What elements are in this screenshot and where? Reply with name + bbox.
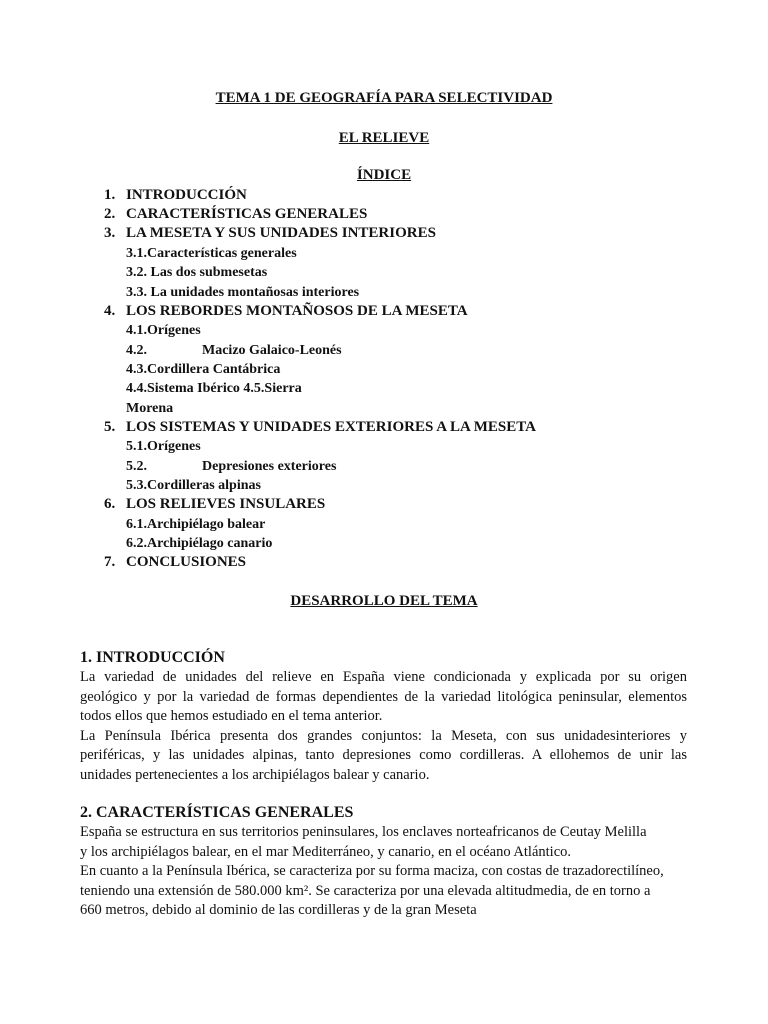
introduction-paragraph [80, 668, 687, 785]
section-heading-general: 2. CARACTERÍSTICAS GENERALES [80, 804, 354, 821]
toc-subitem-5-2 [126, 457, 336, 476]
document-title: TEMA 1 DE GEOGRAFÍA PARA SELECTIVIDAD [215, 90, 553, 106]
toc-item-1 [104, 186, 247, 205]
text-line: periféricas, y las unidades alpinas, tanto depresiones como cordilleras. A ellohemos de unir las [80, 747, 687, 763]
index-title: ÍNDICE [356, 167, 412, 183]
toc-number: 4. [104, 303, 116, 319]
toc-sub-number: 5.2. [126, 459, 147, 474]
toc-subitem-5-1: 5.1.Orígenes [126, 439, 201, 454]
text-line: geológico y por la variedad de formas dependientes de la variedad litológica peninsular, elementos [80, 688, 687, 705]
development-title: DESARROLLO DEL TEMA [290, 593, 478, 609]
toc-item-6 [104, 495, 325, 514]
toc-item-4 [104, 302, 468, 321]
toc-number: 5. [104, 419, 116, 435]
general-paragraph [80, 823, 687, 921]
toc-label: LOS RELIEVES INSULARES [126, 496, 326, 512]
toc-sub-label: Depresiones exteriores [202, 459, 337, 474]
toc-subitem-4-2 [126, 341, 342, 360]
toc-number: 6. [104, 496, 116, 512]
toc-sub-number: 4.2. [126, 343, 147, 358]
toc-label: CONCLUSIONES [126, 554, 247, 570]
toc-item-7 [104, 553, 246, 572]
text-line: todos ellos que hemos estudiado en el tema anterior. [80, 708, 383, 724]
text-line: y los archipiélagos balear, en el mar Mediterráneo, y canario, en el océano Atlántico. [80, 843, 572, 860]
toc-item-5 [104, 418, 536, 437]
toc-label: LA MESETA Y SUS UNIDADES INTERIORES [126, 225, 436, 241]
toc-subitem-6-1: 6.1.Archipiélago balear [126, 517, 266, 532]
toc-label: LOS SISTEMAS Y UNIDADES EXTERIORES A LA MESETA [126, 419, 536, 435]
text-line: La Península Ibérica presenta dos grandes conjuntos: la Meseta, con sus unidadesinteriores y [80, 727, 687, 744]
toc-sub-label: Macizo Galaico-Leonés [202, 343, 342, 358]
text-line: teniendo una extensión de 580.000 km². Se caracteriza por una elevada altitudmedia, de en torno a [80, 882, 651, 899]
text-line: unidades pertenecientes a los archipiélagos balear y canario. [80, 766, 430, 783]
toc-subitem-6-2: 6.2.Archipiélago canario [126, 536, 273, 551]
subject-title: EL RELIEVE [338, 130, 430, 146]
toc-subitem-5-3: 5.3.Cordilleras alpinas [126, 478, 261, 493]
toc-label: CARACTERÍSTICAS GENERALES [126, 206, 368, 222]
text-line: La variedad de unidades del relieve en España viene condicionada y explicada por su origen [80, 669, 687, 685]
text-line: España se estructura en sus territorios peninsulares, los enclaves norteafricanos de Ceutay Melilla [80, 824, 647, 840]
toc-label: INTRODUCCIÓN [126, 187, 247, 203]
toc-subitem-3-3: 3.3. La unidades montañosas interiores [126, 285, 360, 300]
toc-subitem-4-5-wrap: Morena [126, 401, 174, 416]
toc-subitem-4-1: 4.1.Orígenes [126, 323, 201, 338]
toc-label: LOS REBORDES MONTAÑOSOS DE LA MESETA [126, 303, 468, 319]
toc-subitem-3-1: 3.1.Características generales [126, 246, 297, 261]
toc-subitem-3-2: 3.2. Las dos submesetas [126, 265, 268, 280]
toc-number: 1. [104, 187, 116, 203]
section-heading-introduction: 1. INTRODUCCIÓN [80, 649, 225, 666]
toc-item-3 [104, 224, 436, 243]
text-line: En cuanto a la Península Ibérica, se caracteriza por su forma maciza, con costas de trazadorectilíneo, [80, 863, 664, 879]
toc-number: 3. [104, 225, 116, 241]
toc-number: 7. [104, 554, 116, 570]
toc-number: 2. [104, 206, 116, 222]
toc-subitem-4-3: 4.3.Cordillera Cantábrica [126, 362, 281, 377]
toc-subitem-4-4: 4.4.Sistema Ibérico 4.5.Sierra [126, 381, 302, 396]
text-line: 660 metros, debido al dominio de las cordilleras y de la gran Meseta [80, 902, 477, 918]
toc-item-2 [104, 205, 367, 224]
